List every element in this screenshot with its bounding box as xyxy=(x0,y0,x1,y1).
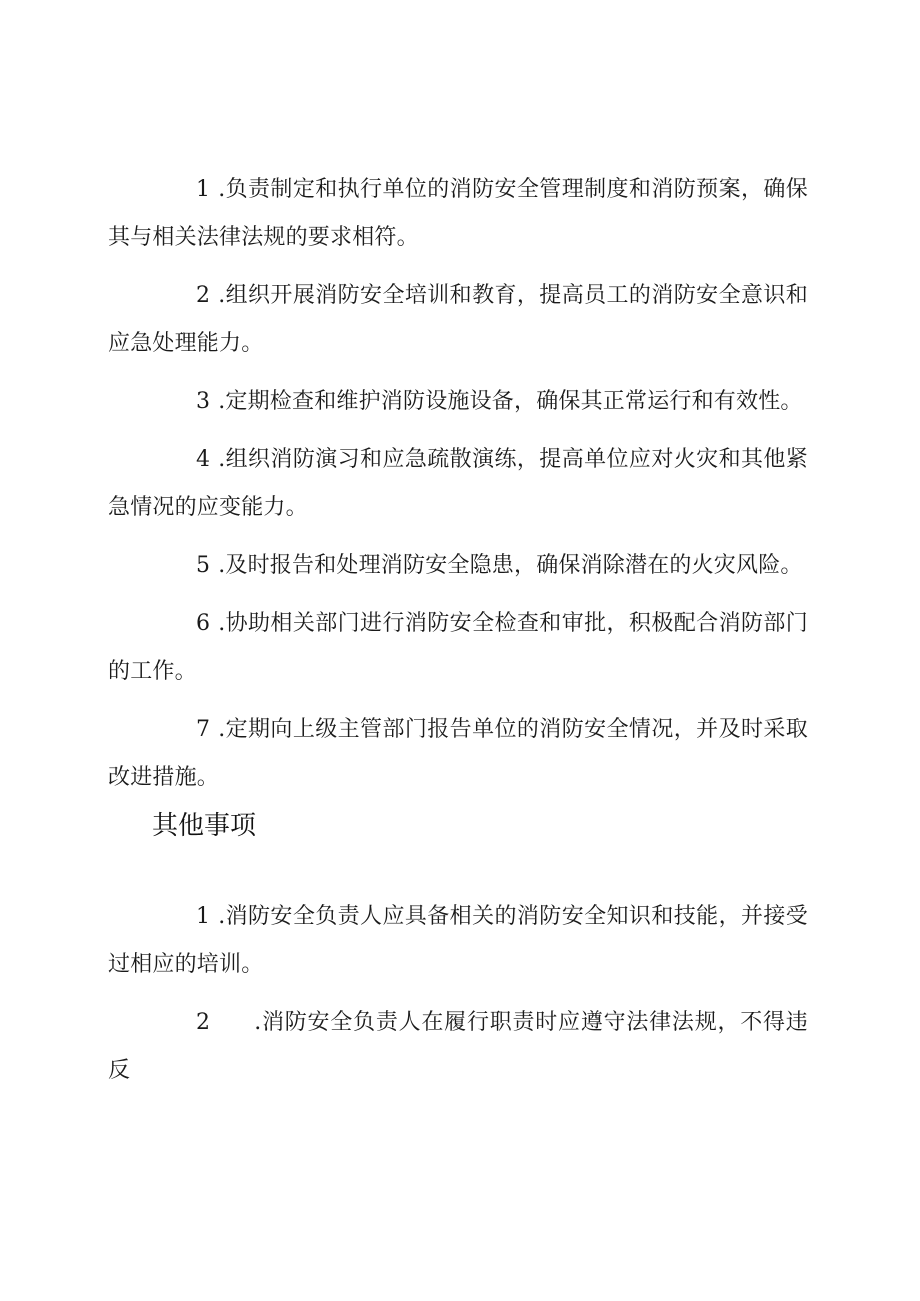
duty-item xyxy=(108,706,808,802)
item-number: 2 xyxy=(196,283,211,308)
item-text: .消防安全负责人在履行职责时应遵守法律法规，不得违反 xyxy=(108,1010,808,1083)
item-text: .组织开展消防安全培训和教育，提高员工的消防安全意识和应急处理能力。 xyxy=(108,283,808,356)
item-number: 5 xyxy=(196,553,211,578)
item-number: 1 xyxy=(196,904,211,929)
item-number: 3 xyxy=(196,389,211,414)
item-number: 1 xyxy=(196,177,211,202)
duty-item xyxy=(108,600,808,696)
item-text: .组织消防演习和应急疏散演练，提高单位应对火灾和其他紧急情况的应变能力。 xyxy=(108,447,808,520)
duty-item xyxy=(108,378,808,426)
item-number: 2 xyxy=(196,1010,211,1035)
item-text: .协助相关部门进行消防安全检查和审批，积极配合消防部门的工作。 xyxy=(108,611,808,684)
duty-item xyxy=(108,436,808,532)
item-number: 6 xyxy=(196,611,211,636)
duty-item xyxy=(108,542,808,590)
item-text: .负责制定和执行单位的消防安全管理制度和消防预案，确保其与相关法律法规的要求相符。 xyxy=(108,177,808,250)
item-text: .定期检查和维护消防设施设备，确保其正常运行和有效性。 xyxy=(218,389,803,414)
other-item xyxy=(108,893,808,989)
other-items-list xyxy=(108,893,808,1105)
duties-list xyxy=(108,166,808,812)
item-text: .定期向上级主管部门报告单位的消防安全情况，并及时采取改进措施。 xyxy=(108,717,808,790)
item-number: 4 xyxy=(196,447,211,472)
other-item xyxy=(108,999,808,1095)
duty-item xyxy=(108,272,808,368)
section-heading: 其他事项 xyxy=(152,811,257,841)
duty-item xyxy=(108,166,808,262)
item-text: .及时报告和处理消防安全隐患，确保消除潜在的火灾风险。 xyxy=(218,553,803,578)
item-text: .消防安全负责人应具备相关的消防安全知识和技能，并接受过相应的培训。 xyxy=(108,904,808,977)
item-number: 7 xyxy=(196,717,211,742)
